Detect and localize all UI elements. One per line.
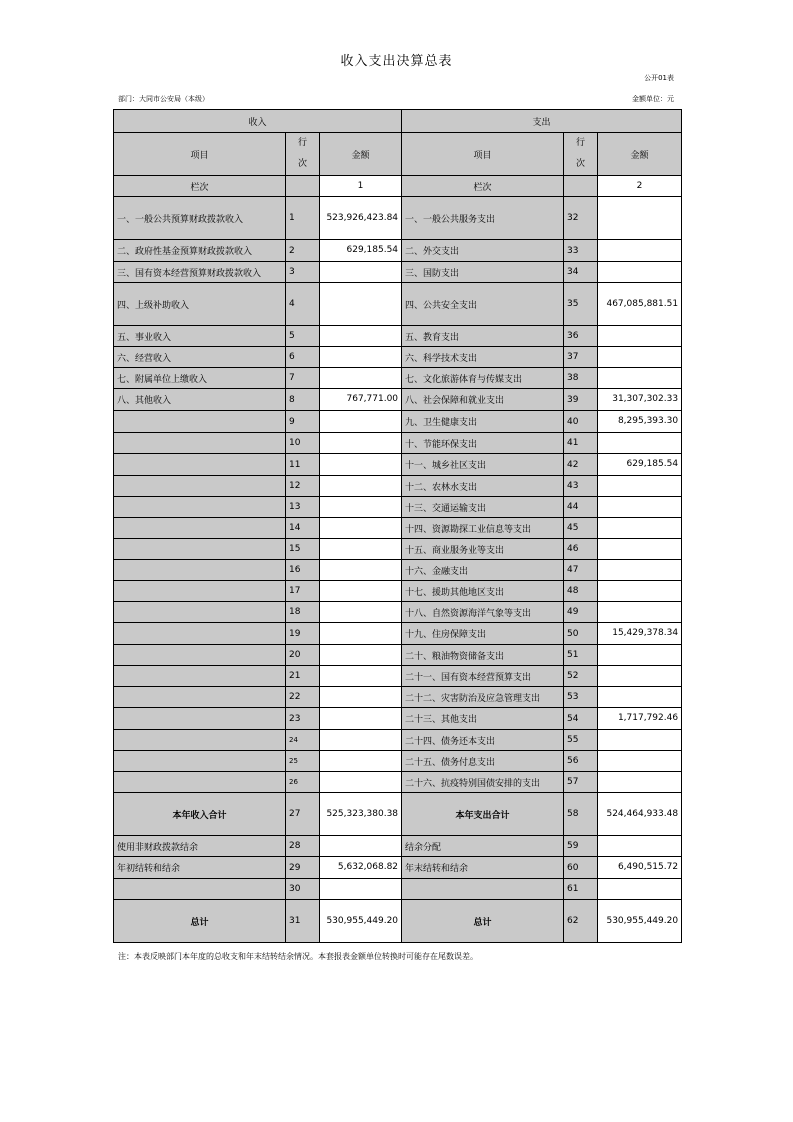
income-item-cell <box>114 560 286 581</box>
expense-item-cell: 总计 <box>402 900 564 943</box>
table-row <box>114 368 682 389</box>
report-title: 收入支出决算总表 <box>340 54 453 69</box>
income-amount-cell <box>320 581 402 602</box>
table-row <box>114 326 682 347</box>
table-row <box>114 389 682 411</box>
income-line-cell: 18 <box>286 602 320 623</box>
table-row <box>114 283 682 326</box>
table-row <box>114 197 682 240</box>
income-line-cell: 5 <box>286 326 320 347</box>
income-amount-cell <box>320 411 402 433</box>
income-column-order-label: 栏次 <box>114 176 286 197</box>
expense-item-cell: 二十、粮油物资储备支出 <box>402 645 564 666</box>
expense-item-cell: 四、公共安全支出 <box>402 283 564 326</box>
expense-section-header: 支出 <box>402 110 682 133</box>
income-item-cell <box>114 751 286 772</box>
table-row <box>114 454 682 476</box>
expense-line-cell: 43 <box>564 476 598 497</box>
income-amount-cell <box>320 751 402 772</box>
expense-item-cell: 一、一般公共服务支出 <box>402 197 564 240</box>
income-amount-cell: 523,926,423.84 <box>320 197 402 240</box>
expense-amount-cell <box>598 433 682 454</box>
expense-amount-cell: 530,955,449.20 <box>598 900 682 943</box>
income-item-cell <box>114 411 286 433</box>
income-item-cell <box>114 454 286 476</box>
expense-amount-cell <box>598 476 682 497</box>
income-amount-cell <box>320 687 402 708</box>
expense-amount-cell <box>598 560 682 581</box>
expense-line-cell: 56 <box>564 751 598 772</box>
income-item-cell <box>114 539 286 560</box>
income-line-cell: 21 <box>286 666 320 687</box>
table-row <box>114 560 682 581</box>
expense-line-cell: 54 <box>564 708 598 730</box>
expense-amount-cell <box>598 539 682 560</box>
expense-line-cell: 61 <box>564 879 598 900</box>
income-item-cell: 一、一般公共预算财政拨款收入 <box>114 197 286 240</box>
table-row <box>114 433 682 454</box>
income-line-cell: 28 <box>286 836 320 857</box>
expense-line-cell: 46 <box>564 539 598 560</box>
income-line-cell: 14 <box>286 518 320 539</box>
income-item-cell: 四、上级补助收入 <box>114 283 286 326</box>
income-line-cell: 24 <box>286 730 320 751</box>
income-line-cell: 25 <box>286 751 320 772</box>
expense-column-order-label: 栏次 <box>402 176 564 197</box>
expense-line-cell: 34 <box>564 262 598 283</box>
expense-line-cell: 60 <box>564 857 598 879</box>
income-amount-cell <box>320 433 402 454</box>
expense-amount-cell <box>598 347 682 368</box>
income-amount-cell: 525,323,380.38 <box>320 793 402 836</box>
expense-item-cell: 十五、商业服务业等支出 <box>402 539 564 560</box>
table-row <box>114 411 682 433</box>
expense-amount-cell: 629,185.54 <box>598 454 682 476</box>
income-item-cell: 五、事业收入 <box>114 326 286 347</box>
income-line-cell: 31 <box>286 900 320 943</box>
table-row <box>114 836 682 857</box>
income-line-cell: 20 <box>286 645 320 666</box>
income-amount-cell <box>320 623 402 645</box>
income-item-cell <box>114 687 286 708</box>
expense-item-cell: 本年支出合计 <box>402 793 564 836</box>
table-row <box>114 645 682 666</box>
expense-item-cell <box>402 879 564 900</box>
income-line-cell: 12 <box>286 476 320 497</box>
expense-line-cell: 37 <box>564 347 598 368</box>
table-row <box>114 581 682 602</box>
income-amount-cell <box>320 730 402 751</box>
income-amount-cell: 629,185.54 <box>320 240 402 262</box>
income-item-cell: 本年收入合计 <box>114 793 286 836</box>
expense-line-cell: 51 <box>564 645 598 666</box>
expense-amount-cell <box>598 240 682 262</box>
expense-amount-cell: 467,085,881.51 <box>598 283 682 326</box>
expense-item-cell: 二、外交支出 <box>402 240 564 262</box>
income-line-cell: 11 <box>286 454 320 476</box>
expense-line-cell: 55 <box>564 730 598 751</box>
table-row <box>114 623 682 645</box>
income-amount-cell <box>320 518 402 539</box>
expense-amount-cell <box>598 879 682 900</box>
table-row <box>114 730 682 751</box>
expense-item-cell: 结余分配 <box>402 836 564 857</box>
income-line-cell: 4 <box>286 283 320 326</box>
department-label: 部门：大同市公安局（本级） <box>118 95 209 103</box>
income-item-cell <box>114 433 286 454</box>
expense-line-cell: 62 <box>564 900 598 943</box>
income-line-cell: 6 <box>286 347 320 368</box>
form-code: 公开01表 <box>644 74 674 82</box>
income-item-cell: 总计 <box>114 900 286 943</box>
table-row <box>114 857 682 879</box>
expense-line-cell: 39 <box>564 389 598 411</box>
income-item-cell <box>114 879 286 900</box>
income-line-cell: 29 <box>286 857 320 879</box>
income-item-header: 项目 <box>114 133 286 176</box>
income-line-cell: 1 <box>286 197 320 240</box>
income-amount-cell <box>320 602 402 623</box>
income-item-cell <box>114 708 286 730</box>
expense-amount-cell <box>598 666 682 687</box>
expense-amount-cell <box>598 645 682 666</box>
income-item-cell <box>114 772 286 793</box>
expense-item-cell: 二十五、债务付息支出 <box>402 751 564 772</box>
expense-item-cell: 十二、农林水支出 <box>402 476 564 497</box>
table-row <box>114 772 682 793</box>
income-column-number: 1 <box>320 176 402 197</box>
table-row <box>114 900 682 943</box>
expense-line-cell: 36 <box>564 326 598 347</box>
income-line-cell: 8 <box>286 389 320 411</box>
income-line-cell: 13 <box>286 497 320 518</box>
expense-item-cell: 五、教育支出 <box>402 326 564 347</box>
income-amount-cell <box>320 347 402 368</box>
income-line-cell: 19 <box>286 623 320 645</box>
expense-amount-cell <box>598 197 682 240</box>
expense-item-cell: 十一、城乡社区支出 <box>402 454 564 476</box>
expense-line-cell: 45 <box>564 518 598 539</box>
income-line-cell: 16 <box>286 560 320 581</box>
expense-amount-header: 金额 <box>598 133 682 176</box>
table-row <box>114 497 682 518</box>
expense-item-cell: 十三、交通运输支出 <box>402 497 564 518</box>
expense-item-cell: 年末结转和结余 <box>402 857 564 879</box>
expense-item-cell: 二十三、其他支出 <box>402 708 564 730</box>
expense-amount-cell: 1,717,792.46 <box>598 708 682 730</box>
expense-item-cell: 十六、金融支出 <box>402 560 564 581</box>
expense-item-cell: 七、文化旅游体育与传媒支出 <box>402 368 564 389</box>
expense-amount-cell <box>598 581 682 602</box>
income-item-cell: 二、政府性基金预算财政拨款收入 <box>114 240 286 262</box>
expense-item-cell: 十七、援助其他地区支出 <box>402 581 564 602</box>
expense-item-cell: 八、社会保障和就业支出 <box>402 389 564 411</box>
expense-item-cell: 三、国防支出 <box>402 262 564 283</box>
footnote: 注：本表反映部门本年度的总收支和年末结转结余情况。本套报表金额单位转换时可能存在尾数误差。 <box>118 952 478 961</box>
income-item-cell <box>114 666 286 687</box>
expense-line-cell: 57 <box>564 772 598 793</box>
expense-amount-cell: 524,464,933.48 <box>598 793 682 836</box>
expense-amount-cell <box>598 751 682 772</box>
income-item-cell: 七、附属单位上缴收入 <box>114 368 286 389</box>
expense-item-cell: 六、科学技术支出 <box>402 347 564 368</box>
expense-line-cell: 50 <box>564 623 598 645</box>
income-amount-cell: 767,771.00 <box>320 389 402 411</box>
expense-line-cell: 38 <box>564 368 598 389</box>
income-line-cell: 17 <box>286 581 320 602</box>
income-amount-cell <box>320 262 402 283</box>
expense-amount-cell <box>598 687 682 708</box>
income-amount-cell <box>320 454 402 476</box>
income-amount-cell <box>320 560 402 581</box>
expense-amount-cell <box>598 262 682 283</box>
income-section-header: 收入 <box>114 110 402 133</box>
income-amount-cell <box>320 368 402 389</box>
expense-item-cell: 二十一、国有资本经营预算支出 <box>402 666 564 687</box>
income-amount-cell <box>320 476 402 497</box>
expense-line-cell: 52 <box>564 666 598 687</box>
expense-line-cell: 33 <box>564 240 598 262</box>
income-item-cell <box>114 497 286 518</box>
expense-amount-cell <box>598 518 682 539</box>
table-row <box>114 708 682 730</box>
expense-amount-cell: 8,295,393.30 <box>598 411 682 433</box>
income-line-cell: 26 <box>286 772 320 793</box>
expense-column-order-blank <box>564 176 598 197</box>
income-amount-cell <box>320 879 402 900</box>
amount-unit-label: 金额单位：元 <box>632 95 674 103</box>
table-row <box>114 240 682 262</box>
table-row <box>114 793 682 836</box>
expense-line-cell: 42 <box>564 454 598 476</box>
expense-line-cell: 44 <box>564 497 598 518</box>
table-row <box>114 262 682 283</box>
income-line-header: 行 次 <box>286 133 320 176</box>
expense-line-cell: 49 <box>564 602 598 623</box>
income-line-cell: 23 <box>286 708 320 730</box>
expense-item-cell: 二十二、灾害防治及应急管理支出 <box>402 687 564 708</box>
table-row <box>114 518 682 539</box>
table-row <box>114 539 682 560</box>
income-amount-cell: 530,955,449.20 <box>320 900 402 943</box>
expense-amount-cell: 15,429,378.34 <box>598 623 682 645</box>
income-item-cell: 使用非财政拨款结余 <box>114 836 286 857</box>
income-amount-cell <box>320 283 402 326</box>
income-line-cell: 7 <box>286 368 320 389</box>
income-item-cell: 八、其他收入 <box>114 389 286 411</box>
expense-amount-cell: 6,490,515.72 <box>598 857 682 879</box>
table-row <box>114 687 682 708</box>
income-line-cell: 15 <box>286 539 320 560</box>
expense-item-cell: 十九、住房保障支出 <box>402 623 564 645</box>
expense-amount-cell <box>598 326 682 347</box>
income-line-cell: 9 <box>286 411 320 433</box>
income-amount-cell <box>320 666 402 687</box>
income-line-cell: 10 <box>286 433 320 454</box>
expense-line-cell: 48 <box>564 581 598 602</box>
expense-item-cell: 十四、资源勘探工业信息等支出 <box>402 518 564 539</box>
table-row <box>114 476 682 497</box>
income-amount-header: 金额 <box>320 133 402 176</box>
expense-item-cell: 二十六、抗疫特别国债安排的支出 <box>402 772 564 793</box>
expense-line-cell: 35 <box>564 283 598 326</box>
expense-amount-cell <box>598 602 682 623</box>
income-line-cell: 27 <box>286 793 320 836</box>
table-row <box>114 602 682 623</box>
income-item-cell <box>114 476 286 497</box>
expense-item-cell: 十八、自然资源海洋气象等支出 <box>402 602 564 623</box>
income-item-cell: 六、经营收入 <box>114 347 286 368</box>
income-line-cell: 30 <box>286 879 320 900</box>
income-line-cell: 2 <box>286 240 320 262</box>
income-amount-cell <box>320 539 402 560</box>
expense-line-cell: 53 <box>564 687 598 708</box>
expense-item-header: 项目 <box>402 133 564 176</box>
expense-line-header: 行 次 <box>564 133 598 176</box>
expense-line-cell: 41 <box>564 433 598 454</box>
expense-item-cell: 十、节能环保支出 <box>402 433 564 454</box>
income-amount-cell <box>320 708 402 730</box>
income-item-cell: 年初结转和结余 <box>114 857 286 879</box>
table-row <box>114 347 682 368</box>
income-line-cell: 3 <box>286 262 320 283</box>
income-amount-cell <box>320 836 402 857</box>
expense-line-cell: 58 <box>564 793 598 836</box>
expense-line-cell: 47 <box>564 560 598 581</box>
income-item-cell: 三、国有资本经营预算财政拨款收入 <box>114 262 286 283</box>
income-column-order-blank <box>286 176 320 197</box>
income-amount-cell <box>320 497 402 518</box>
income-item-cell <box>114 518 286 539</box>
table-row <box>114 666 682 687</box>
expense-amount-cell <box>598 730 682 751</box>
table-row <box>114 879 682 900</box>
income-line-cell: 22 <box>286 687 320 708</box>
income-item-cell <box>114 602 286 623</box>
table-row <box>114 751 682 772</box>
expense-column-number: 2 <box>598 176 682 197</box>
expense-line-cell: 59 <box>564 836 598 857</box>
income-amount-cell <box>320 326 402 347</box>
income-item-cell <box>114 623 286 645</box>
income-amount-cell <box>320 645 402 666</box>
expense-line-cell: 40 <box>564 411 598 433</box>
expense-amount-cell: 31,307,302.33 <box>598 389 682 411</box>
expense-item-cell: 九、卫生健康支出 <box>402 411 564 433</box>
income-amount-cell <box>320 772 402 793</box>
income-amount-cell: 5,632,068.82 <box>320 857 402 879</box>
expense-amount-cell <box>598 836 682 857</box>
income-expense-table <box>113 109 682 943</box>
expense-line-cell: 32 <box>564 197 598 240</box>
income-item-cell <box>114 581 286 602</box>
expense-amount-cell <box>598 497 682 518</box>
expense-item-cell: 二十四、债务还本支出 <box>402 730 564 751</box>
expense-amount-cell <box>598 772 682 793</box>
income-item-cell <box>114 730 286 751</box>
expense-amount-cell <box>598 368 682 389</box>
income-item-cell <box>114 645 286 666</box>
